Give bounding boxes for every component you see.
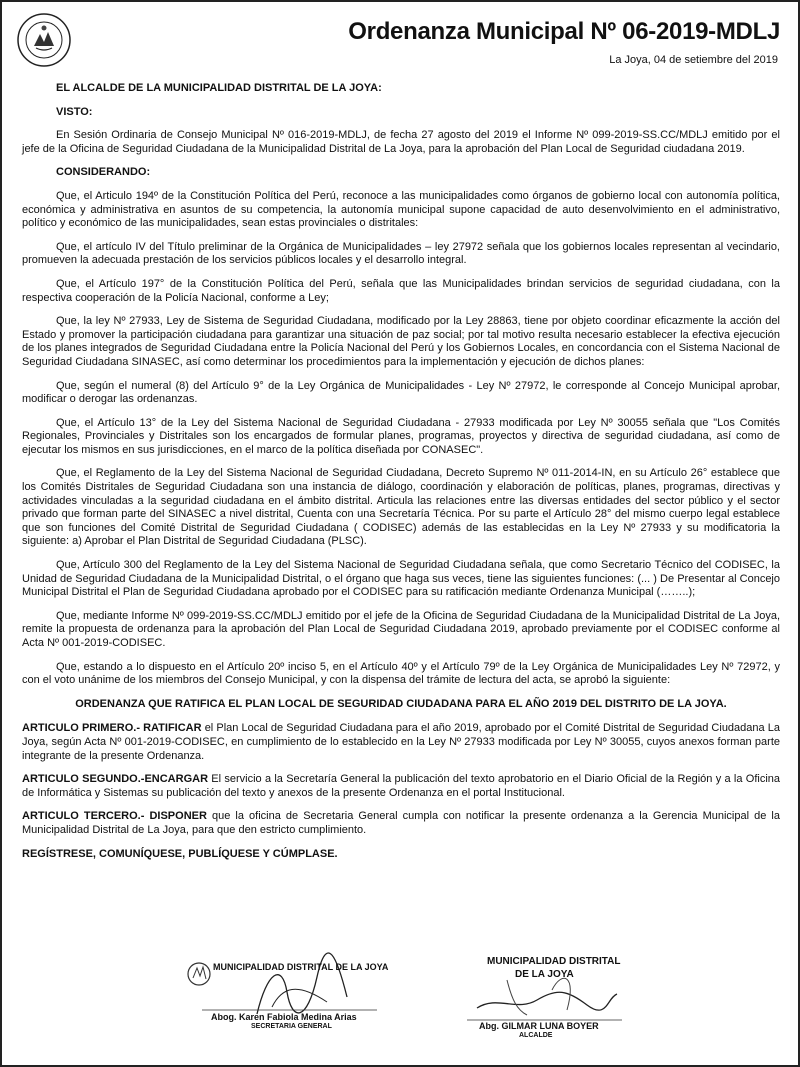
stamp-text: MUNICIPALIDAD DISTRITAL DE LA JOYA xyxy=(213,962,389,972)
article-text: El servicio a la Secretaría General la publicación del texto aprobatorio en el Diario Oficial de la Región y a la Oficina de Informática y Sistemas su publicación del texto y anexos de la presente Ordenanza en el portal Institucional. xyxy=(22,773,780,799)
stamp-text-line2: DE LA JOYA xyxy=(515,969,574,980)
alcalde-heading: EL ALCALDE DE LA MUNICIPALIDAD DISTRITAL DE LA JOYA: xyxy=(56,82,382,94)
considerando-paragraph: Que, el Articulo 194º de la Constitución Política del Perú, reconoce a las municipalidades como órganos de gobierno local con autonomía política, económica y administrativa en asuntos de su competencia, la autonomía municipal supone capacidad de auto desenvolvimiento en el administrativo, político y económico de las municipalidades, sean estas provinciales o distritales: xyxy=(22,189,780,230)
visto-paragraph: En Sesión Ordinaria de Consejo Municipal Nº 016-2019-MDLJ, de fecha 27 agosto del 2019 el Informe Nº 099-2019-SS.CC/MDLJ emitido por el jefe de la Oficina de Seguridad Ciudadana de la Municipalidad Distrital de La Joya, para la aprobación del Plan Local de Seguridad ciudadana 2019. xyxy=(22,129,780,155)
article-label: ARTICULO SEGUNDO.-ENCARGAR xyxy=(22,773,209,786)
stamp-text-line1: MUNICIPALIDAD DISTRITAL xyxy=(487,956,621,967)
article-label: ARTICULO PRIMERO.- RATIFICAR xyxy=(22,722,202,735)
considerando-paragraph: Que, según el numeral (8) del Artículo 9° de la Ley Orgánica de Municipalidades - Ley Nº 27972, le corresponde al Concejo Municipal aprobar, modificar o derogar las ordenanzas. xyxy=(22,379,780,406)
article-label: ARTICULO TERCERO.- DISPONER xyxy=(22,810,207,823)
signer-role: SECRETARIA GENERAL xyxy=(251,1023,332,1030)
signature-alcalde xyxy=(457,950,627,1040)
signer-role: ALCALDE xyxy=(519,1032,553,1039)
signature-secretaria xyxy=(187,952,387,1032)
considerando-paragraph: Que, estando a lo dispuesto en el Artículo 20º inciso 5, en el Artículo 40º y el Artículo 79º de la Ley Orgánica de Municipalidades Ley Nº 72972, y con el voto unánime de los miembros del Consejo Municipal, y con la dispensa del trámite de lectura del acta, se aprobó la siguiente: xyxy=(22,660,780,687)
considerando-paragraph: Que, el Artículo 197° de la Constitución Política del Perú, señala que las Municipalidades brindan servicios de seguridad ciudadana, con la respectiva cooperación de la Policía Nacional, conforme a Ley; xyxy=(22,277,780,304)
considerando-paragraph: Que, la ley Nº 27933, Ley de Sistema de Seguridad Ciudadana, modificado por la Ley 28863, tiene por objeto coordinar eficazmente la acción del Estado y promover la participación ciudadana para garantizar una situación de paz social; por tal motivo resulta necesario establecer la efectiva ejecución de los planes integrados de Seguridad Ciudadana entre la Policía Nacional del Perú y los Gobiernos Locales, en concordancia con el Sistema Nacional de Seguridad Ciudadana SINASEC, así como determinar los procedimientos para la implementación y ejecución de dichos planes: xyxy=(22,315,780,368)
visto-heading: VISTO: xyxy=(56,105,93,118)
signer-name: Abog. Karen Fabiola Medina Arias xyxy=(211,1012,357,1022)
closing-formula: REGÍSTRESE, COMUNÍQUESE, PUBLÍQUESE Y CÚMPLASE. xyxy=(22,847,338,860)
document-date: La Joya, 04 de setiembre del 2019 xyxy=(609,54,778,66)
article-primero xyxy=(22,722,780,763)
document-body xyxy=(22,82,780,871)
article-segundo xyxy=(22,773,780,800)
considerando-paragraph: Que, mediante Informe Nº 099-2019-SS.CC/MDLJ emitido por el jefe de la Oficina de Seguridad Ciudadana de la Municipalidad Distrital de La Joya, remite la propuesta de ordenanza para la aprobación del Plan Local de Seguridad Ciudadana 2019, aprobado previamente por el CODISEC conforme al Acta Nº 001-2019-CODISEC. xyxy=(22,609,780,649)
considerando-paragraph: Que, el Artículo 13° de la Ley del Sistema Nacional de Seguridad Ciudadana - 27933 modificada por Ley Nº 30055 señala que "Los Comités Regionales, Provinciales y Distritales son los encargados de formular planes, programas, proyectos y directiva de seguridad ciudadana, así como de ejecutar los mismos en sus jurisdicciones, en el marco de la política diseñada por CONASEC". xyxy=(22,416,780,456)
ordenanza-title: ORDENANZA QUE RATIFICA EL PLAN LOCAL DE SEGURIDAD CIUDADANA PARA EL AÑO 2019 DEL DISTRITO DE LA JOYA. xyxy=(75,697,727,710)
municipal-seal-logo xyxy=(16,12,72,68)
considerando-paragraph: Que, el artículo IV del Título preliminar de la Orgánica de Municipalidades – ley 27972 señala que los gobiernos locales representan al vecindario, promueven la adecuada prestación de los servicios públicos locales y el desarrollo integral. xyxy=(22,240,780,267)
article-text: que la oficina de Secretaria General cumpla con notificar la presente ordenanza a la Gerencia Municipal de la Municipalidad Distrital de La Joya, para que den estricto cumplimiento. xyxy=(22,810,780,836)
considerando-heading: CONSIDERANDO: xyxy=(56,166,151,179)
article-text: el Plan Local de Seguridad Ciudadana para el año 2019, aprobado por el Comité Distrital de Seguridad Ciudadana La Joya, según Acta Nº 001-2019-CODISEC, en cumplimiento de lo establecido en la Ley Nº 27933 modificada por Ley Nº 30055, cuyos anexos forman parte integrante de la presente Ordenanza. xyxy=(22,722,780,762)
considerando-paragraph: Que, Artículo 300 del Reglamento de la Ley del Sistema Nacional de Seguridad Ciudadana señala, que como Secretario Técnico del CODISEC, la Unidad de Seguridad Ciudadana de la Municipalidad Distrital, o el órgano que haga sus veces, tiene las siguientes funciones: (... ) De Presentar al Concejo Municipal Distrital el Plan de Seguridad Ciudadana aprobado por el CODISEC para su ratificación mediante Ordenanza Municipal (……..); xyxy=(22,559,780,599)
article-tercero xyxy=(22,810,780,837)
considerando-paragraph: Que, el Reglamento de la Ley del Sistema Nacional de Seguridad Ciudadana, Decreto Supremo Nº 011-2014-IN, en su Artículo 26° establece que los Comités Distritales de Seguridad Ciudadana son una instancia de diálogo, coordinación y elaboración de políticas, planes, programas, directivas y actividades vinculadas a la seguridad ciudadana en el ámbito distrital. Articula las relaciones entre las diversas entidades del sector público y el sector privado que forman parte del SINASEC a nivel distrital, Cuenta con una Secretaría Técnica. Por su parte el Artículo 28° del mismo cuerpo legal establece que son funciones del Comité Distrital de Seguridad Ciudadana ( CODISEC) además de las establecidas en la Ley Nº 27933 y su modificatoria la siguiente: a) Aprobar el Plan Distrital de Seguridad Ciudadana (PLSC). xyxy=(22,467,780,548)
document-title: Ordenanza Municipal Nº 06-2019-MDLJ xyxy=(348,18,780,45)
signer-name: Abg. GILMAR LUNA BOYER xyxy=(479,1021,599,1031)
